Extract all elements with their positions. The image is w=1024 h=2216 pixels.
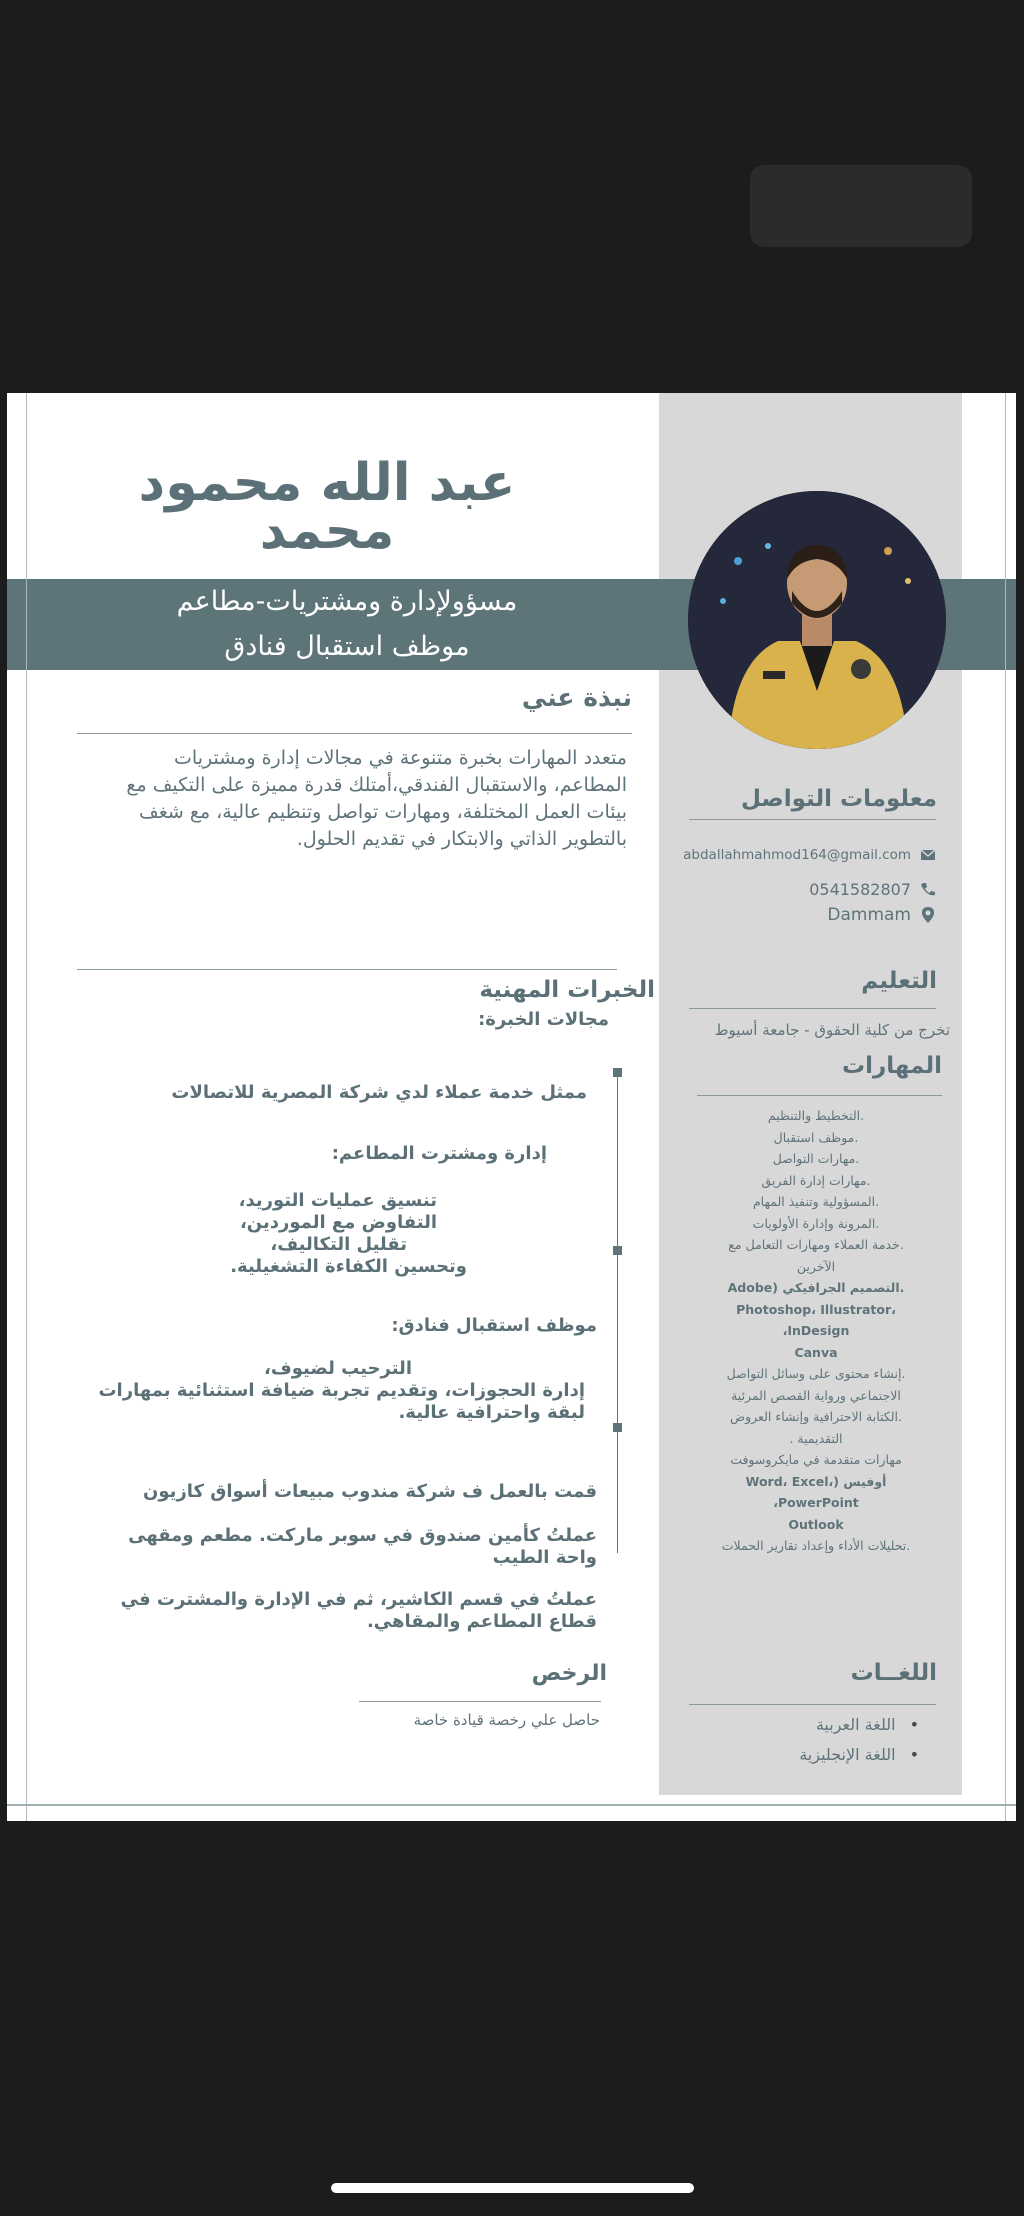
languages-heading: اللغــات (850, 1660, 937, 1686)
education-divider (689, 1008, 936, 1009)
location-pin-icon (919, 906, 937, 924)
experience-item: عملتُ كأمين صندوق في سوبر ماركت. مطعم ومقهى واحة الطيب (128, 1525, 597, 1568)
skill-item: .المسؤولية وتنفيذ المهام (752, 1194, 880, 1209)
experience-item: موظف استقبال فنادق: (391, 1315, 597, 1336)
about-text: متعدد المهارات بخبرة متنوعة في مجالات إدارة ومشتريات المطاعم، والاستقبال الفندقي،أمتلك قدرة مميزة على التكيف مع بيئات العمل المختلفة، ومهارات تواصل وتنظيم عالية، مع شغف بالتطوير الذاتي والابتكار في تقديم الحلول. (126, 747, 627, 850)
frame-line-right (1005, 393, 1006, 1821)
language-item: • اللغة الإنجليزية (707, 1740, 919, 1770)
language-item: • اللغة العربية (707, 1710, 919, 1740)
skill-item: .مهارات التواصل (772, 1151, 860, 1166)
timeline-marker (613, 1068, 622, 1077)
contact-location (667, 905, 937, 925)
contact-email[interactable] (667, 846, 937, 864)
email-icon (919, 846, 937, 864)
licenses-text: حاصل علي رخصة قيادة خاصة (413, 1711, 600, 1729)
overlay-pill (750, 165, 972, 247)
contact-heading: معلومات التواصل (741, 786, 937, 812)
email-text: abdallahmahmod164@gmail.com (683, 847, 911, 863)
skill-item: Outlook (788, 1516, 844, 1532)
experience-subheading: مجالات الخبرة: (478, 1009, 609, 1030)
job-title (67, 579, 627, 669)
home-indicator[interactable] (331, 2183, 694, 2193)
skill-item: .تحليلات الأداء وإعداد تقارير الحملات (721, 1538, 911, 1553)
job-title-line-2: موظف استقبال فنادق (224, 631, 470, 662)
skill-item: Canva (794, 1344, 838, 1360)
phone-text: 0541582807 (809, 880, 911, 899)
person-name: عبد الله محمود محمد (138, 453, 516, 561)
experience-item: إدارة ومشترت المطاعم: (331, 1143, 547, 1164)
skill-item: .خدمة العملاء ومهارات التعامل مع (728, 1237, 904, 1252)
experience-divider (77, 969, 617, 970)
experience-item: التفاوض مع الموردين، (239, 1212, 437, 1233)
skill-item: مهارات متقدمة في مايكروسوفت (730, 1452, 902, 1467)
experience-timeline (617, 1073, 618, 1553)
skill-item: .إنشاء محتوى على وسائل التواصل (726, 1366, 906, 1381)
contact-phone[interactable] (667, 880, 937, 899)
job-title-line-1: مسؤولإدارة ومشتريات-مطاعم (176, 586, 518, 617)
skills-list (707, 1105, 925, 1557)
skill-item: .التصميم الجرافيكي (Adobe (727, 1280, 905, 1295)
skill-item: .موظف استقبال (773, 1129, 859, 1145)
experience-item: إدارة الحجوزات، وتقديم تجربة ضيافة استثنائية بمهارات لبقة واحترافية عالية. (98, 1380, 585, 1423)
languages-divider (689, 1704, 936, 1705)
location-text: Dammam (827, 905, 911, 925)
timeline-marker (613, 1246, 622, 1255)
skills-heading: المهارات (842, 1053, 942, 1079)
frame-line-bottom (7, 1804, 1016, 1806)
timeline-marker (613, 1423, 622, 1432)
experience-heading: الخبرات المهنية (479, 977, 655, 1003)
experience-item: وتحسين الكفاءة التشغيلية. (230, 1256, 467, 1277)
experience-item: عملتُ في قسم الكاشير، ثم في الإدارة والمشترت في قطاع المطاعم والمقاهي. (120, 1589, 597, 1632)
resume-page (7, 393, 1016, 1821)
about-heading: نبذة عني (521, 683, 632, 712)
skill-item: الاجتماعي ورواية القصص المرئية (731, 1387, 901, 1403)
skills-divider (697, 1095, 942, 1096)
education-heading: التعليم (861, 968, 937, 994)
experience-item: ممثل خدمة عملاء لدي شركة المصرية للاتصالات (171, 1082, 587, 1103)
phone-icon (919, 881, 937, 899)
about-divider (77, 733, 632, 734)
profile-photo-image (688, 491, 946, 749)
licenses-heading: الرخص (531, 1661, 607, 1686)
experience-item: تنسيق عمليات التوريد، (238, 1190, 437, 1211)
experience-item: قمت بالعمل ف شركة مندوب مبيعات أسواق كازيون (143, 1481, 597, 1502)
skill-item: الآخرين (796, 1258, 836, 1274)
skill-item: .التخطيط والتنظيم (767, 1108, 865, 1123)
profile-photo (688, 491, 946, 749)
languages-list (707, 1710, 919, 1770)
skill-item: .مهارات إدارة الفريق (761, 1172, 871, 1188)
experience-item: الترحيب لضيوف، (264, 1358, 412, 1379)
licenses-divider (359, 1701, 601, 1702)
frame-line-left (26, 393, 27, 1821)
skill-item: Photoshop، Illustrator، InDesign، (736, 1301, 896, 1338)
skill-item: .الكتابة الاحترافية وإنشاء العروض (730, 1409, 902, 1424)
skill-item: التقديمية . (789, 1430, 843, 1446)
skill-item: أوفيس (Word، Excel، PowerPoint، (745, 1473, 887, 1510)
contact-divider (689, 819, 936, 820)
education-text: تخرج من كلية الحقوق - جامعة أسيوط (714, 1021, 950, 1039)
skill-item: .المرونة وإدارة الأولويات (752, 1215, 880, 1231)
experience-item: تقليل التكاليف، (270, 1234, 407, 1255)
